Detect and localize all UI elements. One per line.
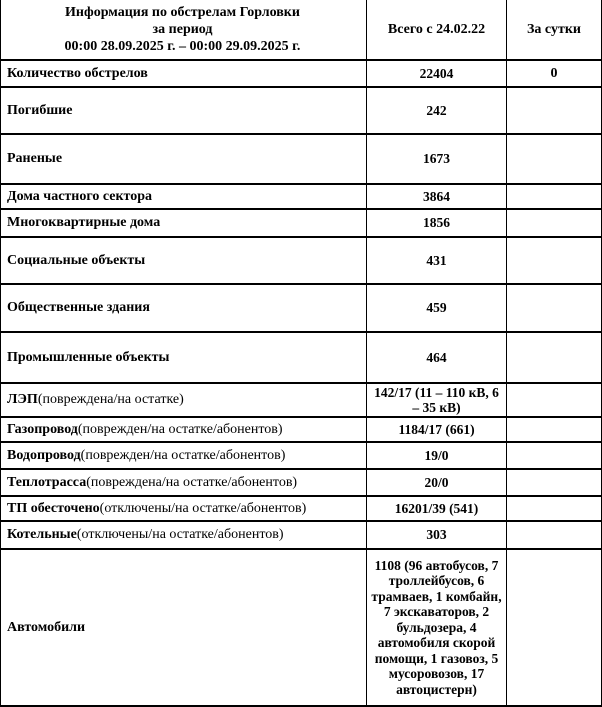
row-label: Дома частного сектора [7,188,153,204]
row-label: Водопровод [7,447,81,463]
row-label: ТП обесточено [7,500,100,516]
row-label-cell [0,285,367,331]
row-label: Автомобили [7,619,86,635]
row-label: Котельные [7,527,77,542]
row-daily-value [507,185,602,208]
table-row-wounded [0,135,602,185]
column-header-total: Всего с 24.02.22 [367,0,507,59]
row-total-value: 464 [367,333,507,382]
row-total-value: 16201/39 (541) [367,497,507,520]
row-total-value: 1673 [367,135,507,183]
row-label: Газопровод [7,421,78,437]
table-row-social-objects [0,238,602,285]
row-daily-value [507,88,602,133]
row-daily-value [507,210,602,236]
row-label-note: (поврежден/на остатке/абонентов) [77,421,283,437]
row-label-cell [0,185,367,208]
row-label-cell [0,497,367,520]
row-daily-value [507,333,602,382]
row-daily-value [507,238,602,283]
row-label-note: (повреждена/на остатке/абонентов) [86,474,298,490]
row-total-value: 1856 [367,210,507,236]
row-label: Раненые [7,151,63,166]
row-daily-value [507,285,602,331]
table-row-vehicles [0,550,602,707]
row-label-cell [0,135,367,183]
row-label: Погибшие [7,102,73,118]
row-total-value: 242 [367,88,507,133]
row-daily-value [507,418,602,441]
row-daily-value [507,550,602,705]
row-label: Теплотрасса [7,474,87,490]
row-total-value: 19/0 [367,443,507,468]
row-label-note: (поврежден/на остатке/абонентов) [80,447,286,463]
row-daily-value [507,470,602,495]
table-row-heating-main [0,470,602,497]
row-total-value: 3864 [367,185,507,208]
table-row-transformer-substations [0,497,602,522]
row-daily-value [507,384,602,416]
row-total-value: 431 [367,238,507,283]
table-title-line3: 00:00 28.09.2025 г. – 00:00 29.09.2025 г. [64,39,301,54]
row-label: Количество обстрелов [7,65,148,81]
table-row-killed [0,88,602,135]
row-label: ЛЭП [7,392,38,407]
table-title-line1: Информация по обстрелам Горловки [65,5,300,20]
table-row-power-lines [0,384,602,418]
row-label-cell [0,443,367,468]
row-label: Промышленные объекты [7,349,170,365]
row-daily-value [507,497,602,520]
table-row-private-houses [0,185,602,210]
row-total-value: 1108 (96 автобусов, 7 троллейбусов, 6 трамваев, 1 комбайн, 7 экскаваторов, 2 бульдозера, 4 автомобиля скорой помощи, 1 газовоз, 5 мусоровозов, 17 автоцистерн) [367,550,507,705]
table-header-row [0,0,602,61]
row-label-cell [0,210,367,236]
row-total-value: 459 [367,285,507,331]
table-row-public-buildings [0,285,602,333]
row-total-value: 1184/17 (661) [367,418,507,441]
row-label-note: (повреждена/на остатке) [37,392,184,407]
table-row-apartment-buildings [0,210,602,238]
row-daily-value [507,443,602,468]
row-label-note: (отключены/на остатке/абонентов) [99,500,307,516]
table-row-boiler-houses [0,522,602,550]
row-label: Общественные здания [7,300,150,315]
row-label-cell [0,550,367,705]
table-title-line2: за период [152,22,213,37]
row-label-cell [0,333,367,382]
row-label-cell [0,522,367,548]
row-label-note: (отключены/на остатке/абонентов) [76,527,284,542]
row-label-cell [0,88,367,133]
row-label-cell [0,238,367,283]
row-daily-value [507,135,602,183]
row-label-cell [0,470,367,495]
row-label-cell [0,418,367,441]
row-total-value: 303 [367,522,507,548]
row-total-value: 22404 [367,61,507,86]
table-row-shelling-count [0,61,602,88]
row-total-value: 20/0 [367,470,507,495]
table-title-cell [0,0,367,59]
row-label: Социальные объекты [7,252,146,268]
row-label-cell [0,61,367,86]
table-row-water-pipeline [0,443,602,470]
row-label: Многоквартирные дома [7,215,161,230]
row-label-cell [0,384,367,416]
table-row-industrial-objects [0,333,602,384]
table-row-gas-pipeline [0,418,602,443]
column-header-daily: За сутки [507,0,602,59]
row-total-value: 142/17 (11 – 110 кВ, 6 – 35 кВ) [367,384,507,416]
row-daily-value: 0 [507,61,602,86]
row-daily-value [507,522,602,548]
